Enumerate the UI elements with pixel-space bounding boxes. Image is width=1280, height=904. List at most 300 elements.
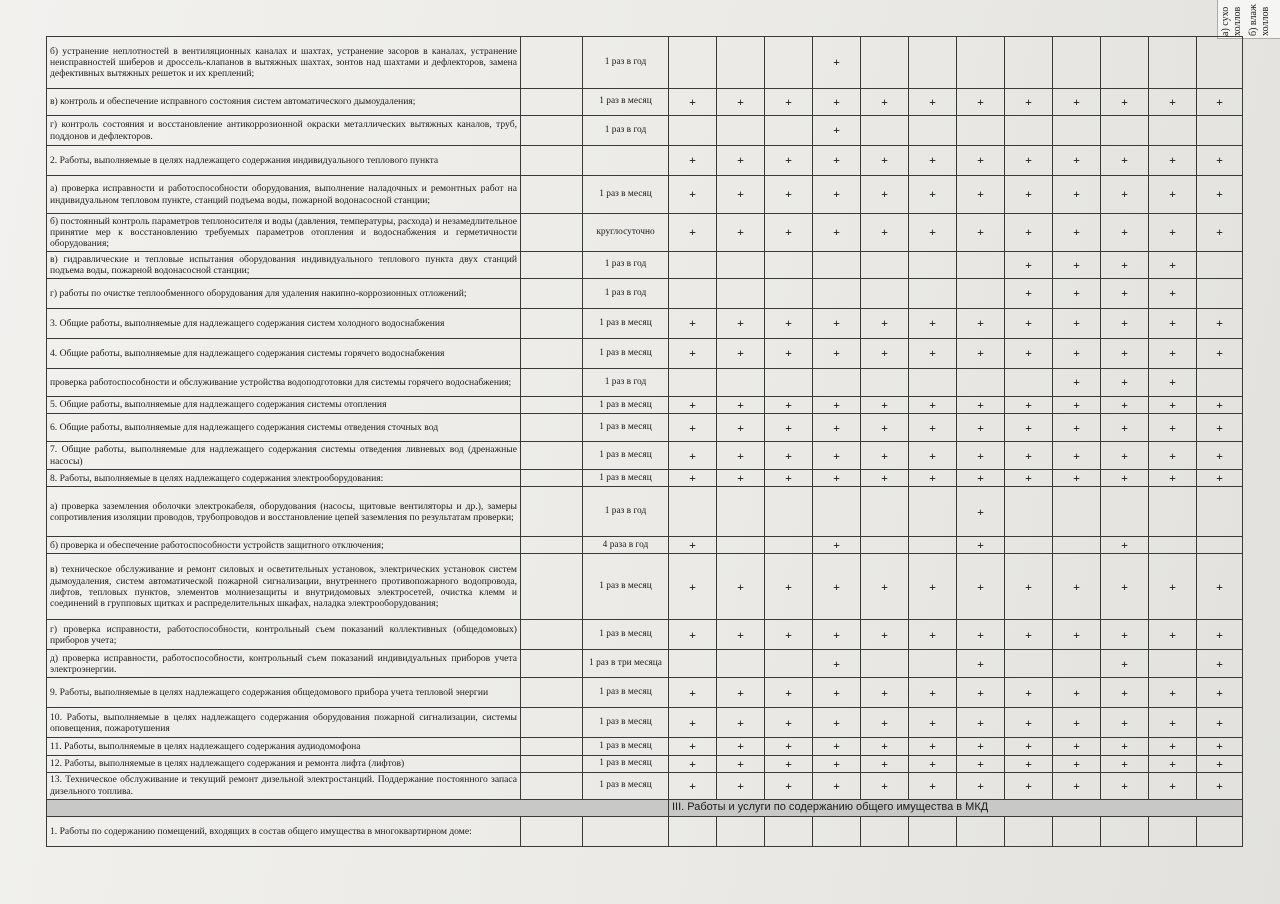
- month-mark-plus: +: [669, 176, 717, 214]
- work-description: 2. Работы, выполняемые в целях надлежащего содержания индивидуального теплового пункта: [47, 146, 521, 176]
- month-mark-cell: [1149, 116, 1197, 146]
- month-mark-plus: +: [1197, 650, 1243, 678]
- month-mark-plus: +: [1149, 755, 1197, 772]
- month-mark-plus: +: [1149, 414, 1197, 442]
- work-description: а) проверка заземления оболочки электрокабеля, оборудования (насосы, щитовые вентиляторы и др.), замеры сопротивления изоляции проводов, трубопроводов и восстановление цепей заземления по результатам проверки;: [47, 487, 521, 537]
- month-mark-plus: +: [861, 738, 909, 755]
- month-mark-cell: [669, 650, 717, 678]
- month-mark-cell: [1197, 487, 1243, 537]
- month-mark-cell: [669, 252, 717, 279]
- work-periodicity: [583, 146, 669, 176]
- blank-cell: [521, 470, 583, 487]
- month-mark-plus: +: [813, 470, 861, 487]
- month-mark-plus: +: [1101, 146, 1149, 176]
- month-mark-plus: +: [909, 146, 957, 176]
- month-mark-plus: +: [957, 176, 1005, 214]
- month-mark-plus: +: [813, 650, 861, 678]
- month-mark-plus: +: [765, 89, 813, 116]
- month-mark-plus: +: [1053, 339, 1101, 369]
- work-periodicity: 1 раз в месяц: [583, 339, 669, 369]
- month-mark-plus: +: [669, 309, 717, 339]
- blank-cell: [521, 279, 583, 309]
- blank-cell: [521, 369, 583, 397]
- month-mark-plus: +: [717, 176, 765, 214]
- month-mark-cell: [957, 369, 1005, 397]
- month-mark-plus: +: [1101, 738, 1149, 755]
- work-periodicity: круглосуточно: [583, 214, 669, 252]
- table-row: [47, 755, 1243, 772]
- month-mark-cell: [717, 650, 765, 678]
- month-mark-plus: +: [717, 397, 765, 414]
- month-mark-cell: [669, 116, 717, 146]
- month-mark-cell: [717, 252, 765, 279]
- work-periodicity: 1 раз в месяц: [583, 772, 669, 799]
- blank-cell: [521, 738, 583, 755]
- blank-cell: [521, 650, 583, 678]
- table-row: [47, 738, 1243, 755]
- month-mark-plus: +: [813, 442, 861, 470]
- month-mark-plus: +: [1101, 678, 1149, 708]
- month-mark-cell: [717, 487, 765, 537]
- month-mark-plus: +: [1101, 339, 1149, 369]
- month-mark-cell: [1005, 116, 1053, 146]
- month-mark-plus: +: [909, 309, 957, 339]
- month-mark-plus: +: [957, 620, 1005, 650]
- table-row: [47, 816, 1243, 846]
- blank-cell: [521, 37, 583, 89]
- work-periodicity: 1 раз в год: [583, 487, 669, 537]
- month-mark-plus: +: [1149, 279, 1197, 309]
- blank-cell: [521, 89, 583, 116]
- work-description: б) устранение неплотностей в вентиляционных каналах и шахтах, устранение засоров в каналах, устранение неисправностей шиберов и дроссель-клапанов в вытяжных шахтах, зонтов над шахтами и дефлекторов, замена дефективных вытяжных решеток и их креплений;: [47, 37, 521, 89]
- work-description: 1. Работы по содержанию помещений, входящих в состав общего имущества в многоквартирном доме:: [47, 816, 521, 846]
- month-mark-plus: +: [765, 414, 813, 442]
- month-mark-plus: +: [813, 339, 861, 369]
- month-mark-plus: +: [1149, 309, 1197, 339]
- month-mark-cell: [717, 116, 765, 146]
- month-mark-plus: +: [957, 650, 1005, 678]
- month-mark-plus: +: [813, 309, 861, 339]
- month-mark-cell: [765, 487, 813, 537]
- month-mark-plus: +: [1053, 772, 1101, 799]
- month-mark-plus: +: [765, 470, 813, 487]
- month-mark-cell: [1197, 279, 1243, 309]
- work-description: 9. Работы, выполняемые в целях надлежащего содержания общедомового прибора учета тепловой энергии: [47, 678, 521, 708]
- month-mark-cell: [909, 650, 957, 678]
- month-mark-cell: [765, 369, 813, 397]
- month-mark-plus: +: [1149, 214, 1197, 252]
- month-mark-plus: +: [765, 620, 813, 650]
- month-mark-cell: [861, 369, 909, 397]
- work-description: 4. Общие работы, выполняемые для надлежащего содержания системы горячего водоснабжения: [47, 339, 521, 369]
- month-mark-cell: [717, 37, 765, 89]
- month-mark-plus: +: [909, 397, 957, 414]
- table-row: [47, 650, 1243, 678]
- month-mark-plus: +: [765, 146, 813, 176]
- month-mark-plus: +: [1101, 397, 1149, 414]
- month-mark-plus: +: [1149, 620, 1197, 650]
- table-row: [47, 442, 1243, 470]
- month-mark-cell: [861, 537, 909, 554]
- month-mark-cell: [1053, 537, 1101, 554]
- work-periodicity: 1 раз в месяц: [583, 414, 669, 442]
- month-mark-plus: +: [717, 470, 765, 487]
- month-mark-plus: +: [765, 339, 813, 369]
- table-row: [47, 772, 1243, 799]
- month-mark-plus: +: [1053, 755, 1101, 772]
- month-mark-plus: +: [765, 755, 813, 772]
- month-mark-plus: +: [1053, 738, 1101, 755]
- month-mark-plus: +: [957, 678, 1005, 708]
- work-periodicity: 1 раз в три месяца: [583, 650, 669, 678]
- month-mark-plus: +: [1005, 279, 1053, 309]
- month-mark-cell: [1101, 487, 1149, 537]
- month-mark-plus: +: [1005, 309, 1053, 339]
- month-mark-plus: +: [861, 214, 909, 252]
- month-mark-plus: +: [765, 442, 813, 470]
- month-mark-cell: [1197, 537, 1243, 554]
- month-mark-cell: [861, 487, 909, 537]
- month-mark-cell: [717, 279, 765, 309]
- month-mark-plus: +: [909, 470, 957, 487]
- table-row: [47, 554, 1243, 620]
- month-mark-cell: [765, 279, 813, 309]
- month-mark-plus: +: [717, 339, 765, 369]
- month-mark-plus: +: [669, 89, 717, 116]
- month-mark-plus: +: [1197, 397, 1243, 414]
- month-mark-plus: +: [813, 772, 861, 799]
- month-mark-cell: [765, 252, 813, 279]
- section-header-row: [47, 799, 1243, 816]
- month-mark-cell: [1005, 487, 1053, 537]
- work-periodicity: 1 раз в месяц: [583, 397, 669, 414]
- month-mark-plus: +: [957, 708, 1005, 738]
- month-mark-plus: +: [1101, 537, 1149, 554]
- month-mark-plus: +: [1101, 772, 1149, 799]
- month-mark-plus: +: [1005, 414, 1053, 442]
- section-title: III. Работы и услуги по содержанию общего имущества в МКД: [669, 799, 1243, 816]
- month-mark-plus: +: [1005, 708, 1053, 738]
- table-row: [47, 487, 1243, 537]
- work-description: а) проверка исправности и работоспособности оборудования, выполнение наладочных и ремонтных работ на индивидуальном тепловом пункте, станций подъема воды, пожарной водонасосной станции;: [47, 176, 521, 214]
- work-periodicity: 1 раз в месяц: [583, 755, 669, 772]
- month-mark-plus: +: [1005, 89, 1053, 116]
- month-mark-plus: +: [1197, 708, 1243, 738]
- work-description: г) проверка исправности, работоспособности, контрольный съем показаний коллективных (общедомовых) приборов учета;: [47, 620, 521, 650]
- work-periodicity: 1 раз в месяц: [583, 176, 669, 214]
- month-mark-plus: +: [669, 339, 717, 369]
- month-mark-plus: +: [1197, 89, 1243, 116]
- month-mark-plus: +: [861, 176, 909, 214]
- month-mark-plus: +: [1053, 89, 1101, 116]
- blank-cell: [521, 339, 583, 369]
- month-mark-cell: [813, 816, 861, 846]
- month-mark-cell: [957, 279, 1005, 309]
- month-mark-plus: +: [957, 487, 1005, 537]
- month-mark-plus: +: [813, 537, 861, 554]
- month-mark-plus: +: [1101, 279, 1149, 309]
- month-mark-plus: +: [1005, 252, 1053, 279]
- work-periodicity: 1 раз в год: [583, 279, 669, 309]
- month-mark-plus: +: [669, 678, 717, 708]
- month-mark-cell: [765, 650, 813, 678]
- month-mark-plus: +: [717, 772, 765, 799]
- work-description: 7. Общие работы, выполняемые для надлежащего содержания системы отведения ливневых вод (дренажные насосы): [47, 442, 521, 470]
- month-mark-plus: +: [1149, 678, 1197, 708]
- month-mark-plus: +: [1053, 309, 1101, 339]
- month-mark-plus: +: [1197, 620, 1243, 650]
- blank-cell: [521, 708, 583, 738]
- month-mark-plus: +: [909, 554, 957, 620]
- month-mark-cell: [669, 487, 717, 537]
- month-mark-plus: +: [861, 309, 909, 339]
- month-mark-plus: +: [909, 214, 957, 252]
- month-mark-plus: +: [813, 37, 861, 89]
- month-mark-cell: [813, 252, 861, 279]
- month-mark-plus: +: [1149, 554, 1197, 620]
- blank-cell: [521, 397, 583, 414]
- month-mark-cell: [957, 252, 1005, 279]
- month-mark-cell: [1149, 537, 1197, 554]
- table-row: [47, 252, 1243, 279]
- table-row: [47, 214, 1243, 252]
- month-mark-plus: +: [957, 755, 1005, 772]
- work-description: в) гидравлические и тепловые испытания оборудования индивидуального теплового пункта двух станций подъема воды, пожарной водонасосной станции;: [47, 252, 521, 279]
- table-row: [47, 620, 1243, 650]
- month-mark-cell: [765, 816, 813, 846]
- month-mark-cell: [717, 816, 765, 846]
- blank-cell: [521, 252, 583, 279]
- month-mark-plus: +: [813, 755, 861, 772]
- month-mark-plus: +: [1149, 397, 1197, 414]
- works-schedule-table: [46, 36, 1243, 847]
- month-mark-cell: [861, 816, 909, 846]
- month-mark-cell: [1101, 37, 1149, 89]
- month-mark-plus: +: [669, 470, 717, 487]
- work-description: в) техническое обслуживание и ремонт силовых и осветительных установок, электрических установок систем дымоудаления, систем автоматической пожарной сигнализации, внутреннего противопожарного водопровода, лифтов, тепловых пунктов, элементов молниезащиты и внутридомовых электросетей, очистка клемм и соединений в групповых щитках и распределительных шкафах, наладка электрооборудования;: [47, 554, 521, 620]
- month-mark-plus: +: [717, 214, 765, 252]
- month-mark-plus: +: [957, 414, 1005, 442]
- month-mark-plus: +: [1005, 620, 1053, 650]
- work-description: 6. Общие работы, выполняемые для надлежащего содержания системы отведения сточных вод: [47, 414, 521, 442]
- month-mark-plus: +: [957, 146, 1005, 176]
- month-mark-plus: +: [1101, 214, 1149, 252]
- month-mark-plus: +: [957, 397, 1005, 414]
- month-mark-plus: +: [813, 738, 861, 755]
- table-row: [47, 339, 1243, 369]
- month-mark-plus: +: [813, 176, 861, 214]
- month-mark-cell: [1053, 816, 1101, 846]
- month-mark-plus: +: [1005, 678, 1053, 708]
- work-periodicity: 1 раз в месяц: [583, 470, 669, 487]
- month-mark-cell: [1197, 116, 1243, 146]
- month-mark-plus: +: [1101, 470, 1149, 487]
- month-mark-cell: [1149, 487, 1197, 537]
- blank-cell: [521, 678, 583, 708]
- month-mark-cell: [1053, 37, 1101, 89]
- month-mark-plus: +: [909, 442, 957, 470]
- month-mark-plus: +: [765, 678, 813, 708]
- month-mark-plus: +: [1101, 755, 1149, 772]
- month-mark-plus: +: [957, 772, 1005, 799]
- month-mark-plus: +: [1149, 772, 1197, 799]
- month-mark-plus: +: [765, 214, 813, 252]
- work-description: 3. Общие работы, выполняемые для надлежащего содержания систем холодного водоснабжения: [47, 309, 521, 339]
- work-description: б) постоянный контроль параметров теплоносителя и воды (давления, температуры, расхода) и незамедлительное принятие мер к восстановлению требуемых параметров отопления и водоснабжения и герметичности оборудования;: [47, 214, 521, 252]
- month-mark-plus: +: [957, 470, 1005, 487]
- month-mark-plus: +: [957, 442, 1005, 470]
- month-mark-plus: +: [813, 214, 861, 252]
- month-mark-cell: [1197, 816, 1243, 846]
- month-mark-cell: [765, 116, 813, 146]
- table-row: [47, 708, 1243, 738]
- month-mark-plus: +: [1101, 620, 1149, 650]
- month-mark-plus: +: [1053, 554, 1101, 620]
- work-periodicity: 1 раз в месяц: [583, 708, 669, 738]
- blank-cell: [521, 214, 583, 252]
- month-mark-cell: [1149, 650, 1197, 678]
- work-description: 13. Техническое обслуживание и текущий ремонт дизельной электростанций. Поддержание постоянного запаса дизельного топлива.: [47, 772, 521, 799]
- month-mark-plus: +: [813, 397, 861, 414]
- month-mark-plus: +: [717, 442, 765, 470]
- work-periodicity: 1 раз в месяц: [583, 738, 669, 755]
- table-row: [47, 116, 1243, 146]
- month-mark-plus: +: [1005, 339, 1053, 369]
- blank-cell: [521, 414, 583, 442]
- month-mark-plus: +: [717, 738, 765, 755]
- work-description: 8. Работы, выполняемые в целях надлежащего содержания электрооборудования:: [47, 470, 521, 487]
- month-mark-plus: +: [1149, 146, 1197, 176]
- month-mark-plus: +: [765, 176, 813, 214]
- month-mark-plus: +: [1005, 470, 1053, 487]
- month-mark-cell: [909, 487, 957, 537]
- month-mark-plus: +: [813, 678, 861, 708]
- month-mark-cell: [1197, 369, 1243, 397]
- month-mark-cell: [717, 369, 765, 397]
- month-mark-plus: +: [669, 537, 717, 554]
- month-mark-cell: [1005, 369, 1053, 397]
- month-mark-plus: +: [669, 397, 717, 414]
- month-mark-plus: +: [669, 414, 717, 442]
- month-mark-plus: +: [957, 554, 1005, 620]
- month-mark-plus: +: [717, 708, 765, 738]
- month-mark-plus: +: [813, 620, 861, 650]
- month-mark-plus: +: [1149, 470, 1197, 487]
- month-mark-plus: +: [669, 708, 717, 738]
- table-row: [47, 176, 1243, 214]
- month-mark-cell: [1005, 816, 1053, 846]
- month-mark-plus: +: [957, 214, 1005, 252]
- month-mark-plus: +: [909, 678, 957, 708]
- blank-cell: [521, 537, 583, 554]
- month-mark-plus: +: [1101, 442, 1149, 470]
- month-mark-plus: +: [765, 738, 813, 755]
- month-mark-plus: +: [1101, 176, 1149, 214]
- month-mark-plus: +: [909, 414, 957, 442]
- month-mark-plus: +: [909, 738, 957, 755]
- month-mark-plus: +: [861, 620, 909, 650]
- month-mark-cell: [909, 816, 957, 846]
- work-description: в) контроль и обеспечение исправного состояния систем автоматического дымоудаления;: [47, 89, 521, 116]
- month-mark-plus: +: [1149, 252, 1197, 279]
- month-mark-cell: [957, 37, 1005, 89]
- month-mark-cell: [813, 279, 861, 309]
- month-mark-cell: [1197, 37, 1243, 89]
- table-row: [47, 414, 1243, 442]
- month-mark-cell: [1053, 116, 1101, 146]
- blank-cell: [521, 176, 583, 214]
- month-mark-cell: [957, 816, 1005, 846]
- month-mark-plus: +: [717, 554, 765, 620]
- work-description: г) работы по очистке теплообменного оборудования для удаления накипно-коррозионных отложений;: [47, 279, 521, 309]
- month-mark-plus: +: [717, 414, 765, 442]
- work-periodicity: 1 раз в месяц: [583, 309, 669, 339]
- work-periodicity: 1 раз в год: [583, 37, 669, 89]
- month-mark-plus: +: [1149, 738, 1197, 755]
- blank-cell: [521, 554, 583, 620]
- work-description: 12. Работы, выполняемые в целях надлежащего содержания и ремонта лифта (лифтов): [47, 755, 521, 772]
- side-sheet-text-d: холлов: [1260, 6, 1271, 36]
- month-mark-cell: [813, 369, 861, 397]
- month-mark-plus: +: [1101, 708, 1149, 738]
- work-periodicity: [583, 816, 669, 846]
- month-mark-plus: +: [861, 470, 909, 487]
- blank-cell: [521, 116, 583, 146]
- month-mark-plus: +: [1101, 650, 1149, 678]
- work-description: проверка работоспособности и обслуживание устройства водоподготовки для системы горячего водоснабжения;: [47, 369, 521, 397]
- month-mark-cell: [861, 279, 909, 309]
- work-description: б) проверка и обеспечение работоспособности устройств защитного отключения;: [47, 537, 521, 554]
- month-mark-plus: +: [909, 772, 957, 799]
- month-mark-plus: +: [669, 146, 717, 176]
- month-mark-plus: +: [861, 708, 909, 738]
- month-mark-plus: +: [669, 442, 717, 470]
- month-mark-plus: +: [1101, 309, 1149, 339]
- month-mark-plus: +: [1005, 738, 1053, 755]
- month-mark-cell: [717, 537, 765, 554]
- month-mark-plus: +: [1101, 369, 1149, 397]
- month-mark-cell: [861, 37, 909, 89]
- month-mark-plus: +: [957, 89, 1005, 116]
- month-mark-plus: +: [1101, 554, 1149, 620]
- month-mark-cell: [1149, 816, 1197, 846]
- month-mark-plus: +: [1149, 339, 1197, 369]
- month-mark-plus: +: [1197, 214, 1243, 252]
- month-mark-plus: +: [813, 414, 861, 442]
- month-mark-plus: +: [1053, 146, 1101, 176]
- month-mark-plus: +: [861, 397, 909, 414]
- month-mark-plus: +: [1053, 470, 1101, 487]
- month-mark-plus: +: [1101, 252, 1149, 279]
- month-mark-cell: [1101, 816, 1149, 846]
- work-periodicity: 1 раз в месяц: [583, 620, 669, 650]
- month-mark-plus: +: [1053, 397, 1101, 414]
- work-description: д) проверка исправности, работоспособности, контрольный съем показаний индивидуальных приборов учета электроэнергии.: [47, 650, 521, 678]
- blank-cell: [521, 309, 583, 339]
- month-mark-plus: +: [909, 755, 957, 772]
- blank-cell: [521, 755, 583, 772]
- month-mark-plus: +: [1149, 176, 1197, 214]
- month-mark-plus: +: [813, 116, 861, 146]
- side-sheet: [1217, 0, 1280, 39]
- month-mark-plus: +: [669, 620, 717, 650]
- month-mark-plus: +: [1005, 397, 1053, 414]
- month-mark-plus: +: [765, 397, 813, 414]
- month-mark-plus: +: [765, 554, 813, 620]
- month-mark-plus: +: [909, 176, 957, 214]
- blank-cell: [521, 816, 583, 846]
- month-mark-cell: [909, 369, 957, 397]
